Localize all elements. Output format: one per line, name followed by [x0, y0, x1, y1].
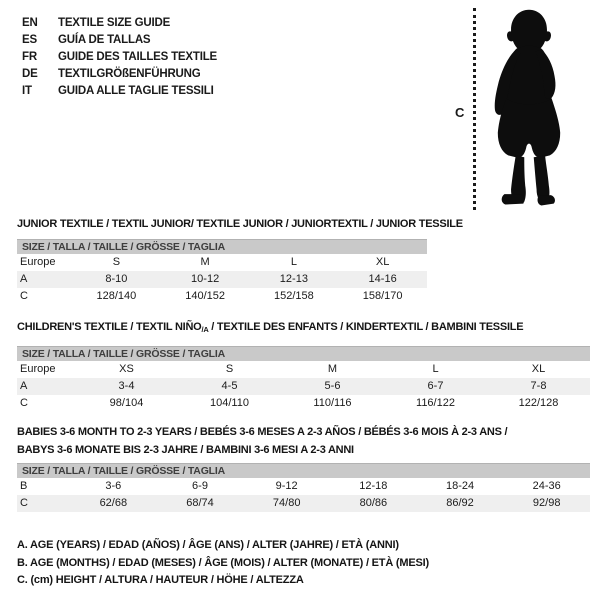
- guide-title: TEXTILGRÖßENFÜHRUNG: [58, 68, 201, 80]
- language-row: [22, 49, 217, 66]
- row-label: B: [20, 480, 28, 492]
- size-cell: 62/68: [99, 497, 128, 509]
- height-dashed-line-icon: [473, 8, 476, 210]
- babies-size-table: [17, 463, 590, 512]
- section-title-babies: [17, 424, 507, 459]
- table-row-b: [17, 478, 590, 495]
- size-cell: 152/158: [273, 290, 314, 302]
- size-header-bar: SIZE / TALLA / TAILLE / GRÖSSE / TAGLIA: [17, 463, 590, 478]
- children-size-table: [17, 346, 590, 412]
- size-cell: XS: [119, 363, 134, 375]
- size-cell: S: [225, 363, 234, 375]
- guide-title: GUIDA ALLE TAGLIE TESSILI: [58, 85, 214, 97]
- size-cell: 104/110: [210, 397, 249, 409]
- table-row-europe: [17, 254, 427, 271]
- size-cell: 12-18: [359, 480, 388, 492]
- language-row: [22, 66, 217, 83]
- language-row: [22, 83, 217, 100]
- table-row-c: [17, 495, 590, 512]
- height-label: C: [455, 105, 465, 120]
- size-cell: 74/80: [272, 497, 301, 509]
- size-cell: 92/98: [532, 497, 561, 509]
- size-cell: 4-5: [221, 380, 238, 392]
- footnote-a: A. AGE (YEARS) / EDAD (AÑOS) / ÂGE (ANS) / ALTER (JAHRE) / ETÀ (ANNI): [17, 539, 399, 551]
- footnote-c: C. (cm) HEIGHT / ALTURA / HAUTEUR / HÖHE / ALTEZZA: [17, 574, 304, 586]
- size-cell: 10-12: [191, 273, 220, 285]
- baby-height-figure: [450, 4, 598, 216]
- footnote-legend: [17, 537, 429, 590]
- section-title-children-sub: /A: [201, 325, 209, 334]
- row-label: C: [20, 497, 28, 509]
- language-code: ES: [22, 34, 37, 46]
- section-title-children-text: CHILDREN'S TEXTILE / TEXTIL NIÑO: [17, 321, 202, 333]
- size-cell: XL: [375, 256, 390, 268]
- size-cell: 14-16: [368, 273, 397, 285]
- row-label: Europe: [20, 256, 56, 268]
- size-cell: 24-36: [532, 480, 561, 492]
- size-cell: 5-6: [324, 380, 341, 392]
- size-cell: M: [327, 363, 338, 375]
- size-cell: 9-12: [275, 480, 298, 492]
- size-cell: 6-9: [192, 480, 208, 492]
- size-cell: 3-4: [118, 380, 135, 392]
- row-label: Europe: [20, 363, 56, 375]
- section-title-children-text: / TEXTILE DES ENFANTS / KINDERTEXTIL / BAMBINI TESSILE: [208, 321, 524, 333]
- table-row-c: [17, 288, 427, 305]
- size-cell: XL: [531, 363, 546, 375]
- language-row: [22, 15, 217, 32]
- guide-title: GUIDE DES TAILLES TEXTILE: [58, 51, 217, 63]
- size-cell: 7-8: [530, 380, 547, 392]
- size-cell: 86/92: [446, 497, 474, 509]
- row-label: C: [20, 290, 28, 302]
- section-title-babies-line1: BABIES 3-6 MONTH TO 2-3 YEARS / BEBÉS 3-6 MESES A 2-3 AÑOS / BÉBÉS 3-6 MOIS À 2-3 ANS /: [17, 426, 508, 438]
- size-cell: 98/104: [109, 397, 144, 409]
- section-title-junior: JUNIOR TEXTILE / TEXTIL JUNIOR/ TEXTILE JUNIOR / JUNIORTEXTIL / JUNIOR TESSILE: [17, 218, 463, 230]
- table-row-a: [17, 378, 590, 395]
- baby-silhouette-icon: [481, 6, 577, 214]
- junior-size-table: [17, 239, 427, 305]
- size-cell: L: [290, 256, 297, 268]
- size-cell: 18-24: [445, 480, 475, 492]
- row-label: C: [20, 397, 28, 409]
- guide-title: TEXTILE SIZE GUIDE: [58, 17, 171, 29]
- table-row-a: [17, 271, 427, 288]
- section-title-babies-line2: BABYS 3-6 MONATE BIS 2-3 JAHRE / BAMBINI 3-6 MESI A 2-3 ANNI: [17, 443, 354, 456]
- row-label: A: [20, 273, 28, 285]
- footnote-b: B. AGE (MONTHS) / EDAD (MESES) / ÂGE (MOIS) / ALTER (MONATE) / ETÀ (MESI): [17, 556, 429, 569]
- language-title-list: [22, 15, 217, 100]
- size-cell: 80/86: [359, 497, 388, 509]
- size-cell: 122/128: [518, 397, 559, 409]
- table-row-c: [17, 395, 590, 412]
- size-cell: 128/140: [96, 290, 137, 302]
- size-header-bar: SIZE / TALLA / TAILLE / GRÖSSE / TAGLIA: [17, 239, 427, 254]
- size-cell: 12-13: [279, 273, 308, 285]
- table-row-europe: [17, 361, 590, 378]
- size-cell: 3-6: [105, 480, 122, 492]
- size-cell: 68/74: [186, 497, 214, 509]
- row-label: A: [20, 380, 28, 392]
- size-cell: 6-7: [427, 380, 444, 392]
- size-cell: 140/152: [185, 290, 225, 302]
- size-cell: S: [112, 256, 121, 268]
- size-cell: 8-10: [105, 273, 128, 285]
- size-cell: M: [200, 256, 210, 268]
- language-code: IT: [22, 85, 32, 97]
- size-cell: 116/122: [416, 397, 455, 409]
- language-code: DE: [22, 68, 38, 80]
- size-header-bar: SIZE / TALLA / TAILLE / GRÖSSE / TAGLIA: [17, 346, 590, 361]
- size-cell: L: [432, 363, 439, 375]
- language-code: EN: [22, 17, 38, 29]
- size-cell: 110/116: [313, 397, 352, 409]
- language-row: [22, 32, 217, 49]
- language-code: FR: [22, 51, 37, 63]
- size-cell: 158/170: [362, 290, 403, 302]
- guide-title: GUÍA DE TALLAS: [58, 34, 151, 46]
- section-title-children: [17, 321, 523, 334]
